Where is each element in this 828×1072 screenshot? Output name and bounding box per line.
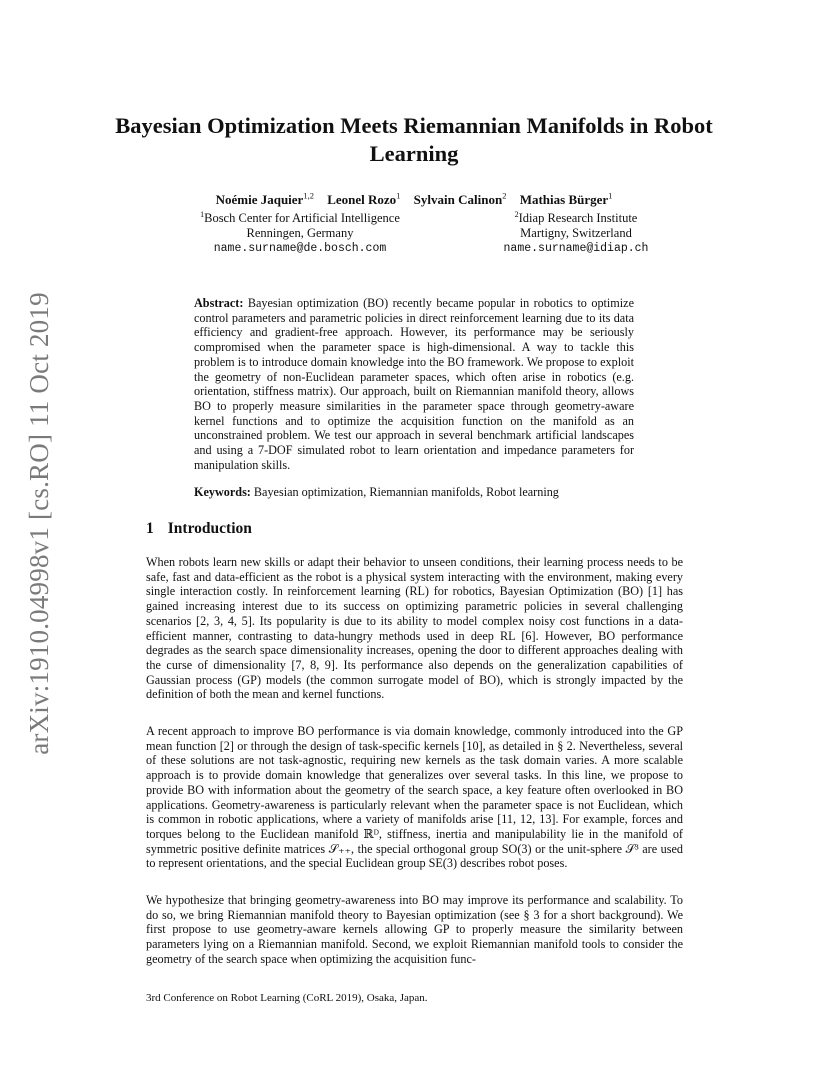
body-paragraph: A recent approach to improve BO performance is via domain knowledge, commonly introduced into the GP mean function [2] or through the design of task-specific kernels [10], as detailed in § 2. Nevertheless, several of these solutions are not task-agnostic, requiring new kernels as the task domain varies. A more scalable approach is to provide domain knowledge that generalizes over several tasks. In this line, we propose to provide BO with information about the geometry of the search space, a key feature often overlooked in BO applications. Geometry-awareness is particularly relevant when the parameter space is not Euclidean, which is common in robotic applications, where a variety of manifolds arise [11, 12, 13]. For example, forces and torques belong to the Euclidean manifold ℝᴰ, stiffness, inertia and manipulability lie in the manifold of symmetric positive definite matrices 𝒮₊₊, the special orthogonal group SO(3) or the unit-sphere 𝒮³ are used to represent orientations, and the special Euclidean group SE(3) describes robot poses. [146,724,683,871]
affiliation-mark: 2 [514,210,519,219]
section-heading [146,520,252,538]
author-name: Sylvain Calinon [413,192,503,208]
affiliation-location: Renningen, Germany [246,226,354,241]
author-affiliation-mark: 1 [396,191,401,201]
author [216,192,314,207]
keywords-text: Bayesian optimization, Riemannian manifolds, Robot learning [253,485,559,499]
affiliation-bosch [182,207,418,256]
author-affiliation-mark: 1,2 [303,191,314,201]
conference-footnote: 3rd Conference on Robot Learning (CoRL 2019), Osaka, Japan. [146,992,428,1004]
author [414,192,507,207]
body-paragraph: When robots learn new skills or adapt their behavior to unseen conditions, their learning process needs to be safe, fast and data-efficient as the robot is a physical system interacting with the environment, making every single interaction costly. In reinforcement learning (RL) for robotics, Bayesian Optimization (BO) [1] has gained increasing interest due to its success on optimizing parametric policies in several challenging scenarios [2, 3, 4, 5]. Its popularity is due to its ability to model complex noisy cost functions in a data-efficient manner, contrasting to data-hungry methods used in deep RL [6]. However, BO performance degrades as the search space dimensionality increases, opening the door to different approaches dealing with the curse of dimensionality [7, 8, 9]. Its performance also depends on the generalization capabilities of Gaussian process (GP) models (the common surrogate model of BO), which is strongly impacted by the definition of both the mean and kernel functions. [146,555,683,702]
section-number: 1 [146,520,154,537]
affiliation-idiap [486,207,666,256]
author-name: Leonel Rozo [327,192,397,208]
author-name: Noémie Jaquier [215,192,304,208]
arxiv-stamp [22,288,56,758]
affiliation-location: Martigny, Switzerland [520,226,632,241]
author [327,192,400,207]
keywords [194,485,634,500]
author-list [140,191,688,208]
body-paragraph: We hypothesize that bringing geometry-awareness into BO may improve its performance and scalability. To do so, we bring Riemannian manifold theory to Bayesian optimization (see § 3 for a short background). We first propose to use geometry-aware kernels allowing GP to properly measure the similarity between parameters lying on a Riemannian manifold. Second, we exploit Riemannian manifold tools to consider the geometry of the search space when optimizing the acquisition func- [146,893,683,966]
abstract-label: Abstract: [194,296,244,310]
affiliation-email: name.surname@de.bosch.com [213,242,387,256]
section-title: Introduction [167,520,252,537]
author [520,192,613,207]
abstract-text: Bayesian optimization (BO) recently became popular in robotics to optimize control parameters and parametric policies in direct reinforcement learning due to its data efficiency and gradient-free approach. However, its performance may be seriously compromised when the parameter space is high-dimensional. A way to tackle this problem is to introduce domain knowledge into the BO framework. We propose to exploit the geometry of non-Euclidean parameter spaces, which often arise in robotics (e.g. orientation, stiffness matrix). Our approach, built on Riemannian manifold theory, allows BO to properly measure similarities in the parameter space through geometry-aware kernel functions and to optimize the acquisition function on the manifold as an unconstrained problem. We test our approach in several benchmark artificial landscapes and using a 7-DOF simulated robot to learn orientation and impedance parameters for manipulation skills. [194,296,634,472]
affiliation-email: name.surname@idiap.ch [503,242,649,256]
affiliation-mark: 1 [200,210,205,219]
affiliation-name: $^1$Bosch Center for Artificial Intelligence [200,210,400,226]
author-affiliation-mark: 2 [502,191,507,201]
arxiv-stamp-text: arXiv:1910.04998v1 [cs.RO] 11 Oct 2019 [23,291,54,755]
affiliation-name: $^2$Idiap Research Institute [514,210,638,226]
abstract [194,296,634,472]
keywords-label: Keywords: [194,485,251,499]
paper-title: Bayesian Optimization Meets Riemannian Manifolds in Robot Learning [115,113,713,166]
author-name: Mathias Bürger [519,192,609,208]
author-affiliation-mark: 1 [608,191,613,201]
